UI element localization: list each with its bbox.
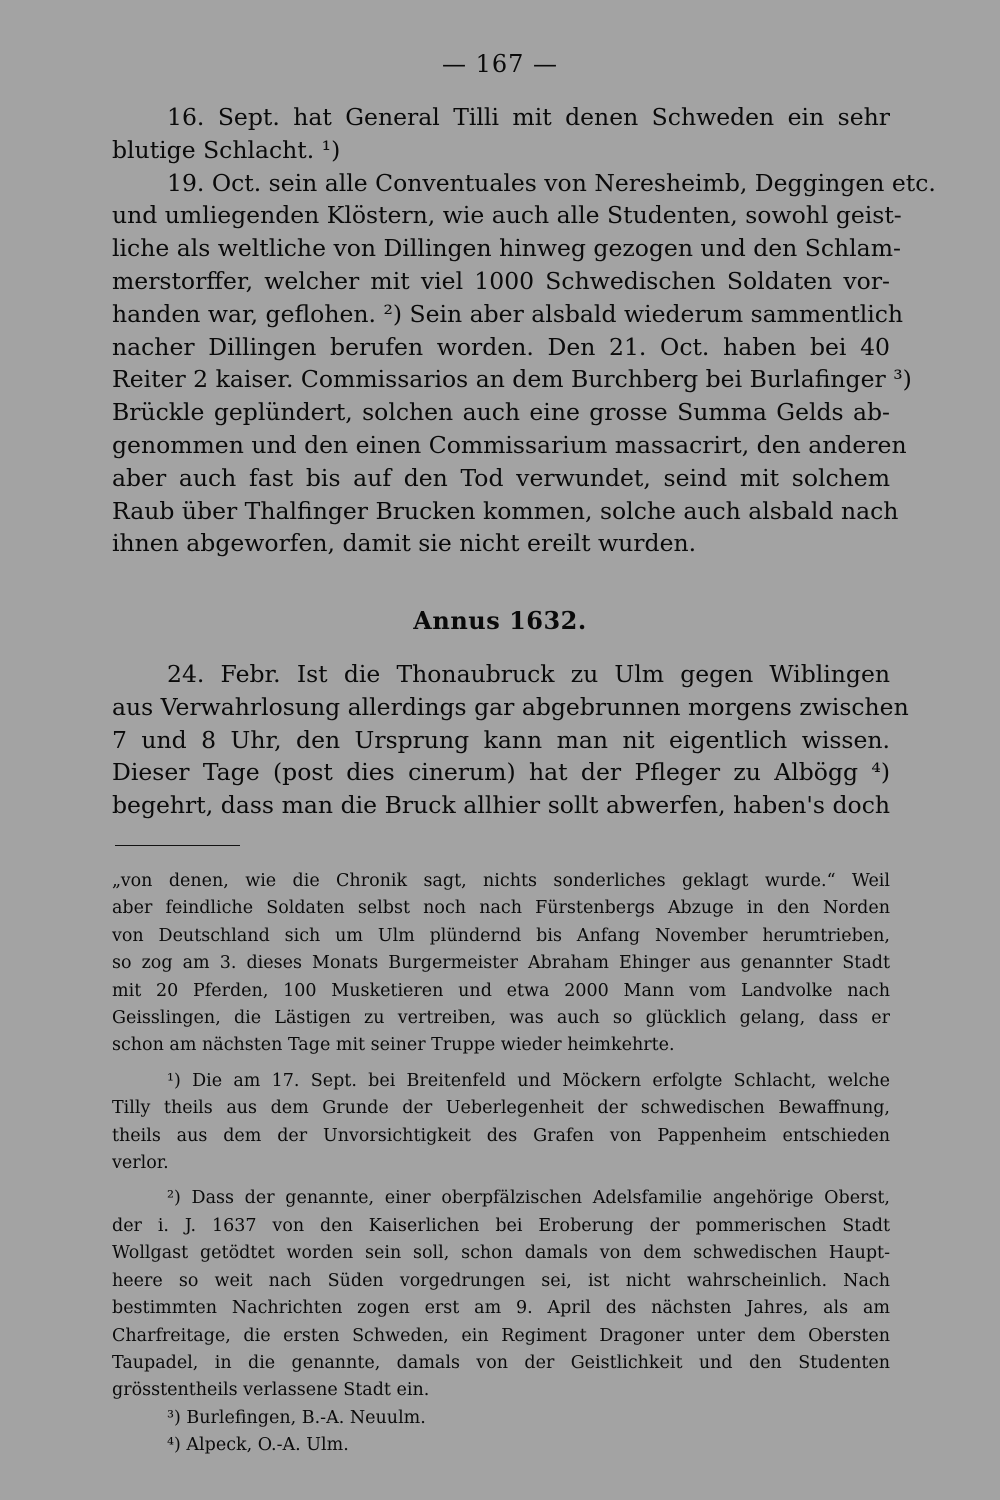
- text-line: aber auch fast bis auf den Tod verwundet, seind mit solchem: [112, 463, 890, 492]
- footnote-line: „von denen, wie die Chronik sagt, nichts sonderliches geklagt wurde.“ Weil: [112, 871, 890, 891]
- text-line: 19. Oct. sein alle Conventuales von Neresheimb, Deggingen etc.: [167, 168, 936, 197]
- footnote-line: Wollgast getödtet worden sein soll, schon damals von dem schwedischen Haupt-: [112, 1243, 890, 1264]
- text-line: Brückle geplündert, solchen auch eine grosse Summa Gelds ab-: [112, 398, 890, 427]
- text-line: 7 und 8 Uhr, den Ursprung kann man nit eigentlich wissen.: [112, 725, 890, 754]
- footnote-divider: [115, 845, 240, 846]
- footnote-line: ²) Dass der genannte, einer oberpfälzischen Adelsfamilie angehörige Oberst,: [167, 1188, 890, 1209]
- footnotes: [112, 868, 890, 1460]
- footnote-line: theils aus dem der Unvorsichtigkeit des Grafen von Pappenheim entschieden: [112, 1125, 890, 1146]
- text-line: aus Verwahrlosung allerdings gar abgebrunnen morgens zwischen: [112, 692, 909, 721]
- footnote-line: schon am nächsten Tage mit seiner Truppe wieder heimkehrte.: [112, 1035, 675, 1056]
- footnote-line: Charfreitage, die ersten Schweden, ein Regiment Dragoner unter dem Obersten: [112, 1325, 890, 1346]
- footnote-line: so zog am 3. dieses Monats Burgermeister Abraham Ehinger aus genannter Stadt: [112, 953, 890, 974]
- footnote-line: aber feindliche Soldaten selbst noch nach Fürstenbergs Abzuge in den Norden: [112, 898, 890, 919]
- text-line: 16. Sept. hat General Tilli mit denen Schweden ein sehr: [167, 103, 890, 131]
- footnote-line: ⁴) Alpeck, O.-A. Ulm.: [167, 1435, 349, 1456]
- text-line: handen war, geflohen. ²) Sein aber alsbald wiederum sammentlich: [112, 299, 904, 328]
- footnote-line: Geisslingen, die Lästigen zu vertreiben, was auch so glücklich gelang, dass er: [112, 1008, 890, 1029]
- footnote-line: bestimmten Nachrichten zogen erst am 9. April des nächsten Jahres, als am: [112, 1298, 890, 1319]
- main-text-block-1: [112, 101, 936, 560]
- text-line: blutige Schlacht. ¹): [112, 135, 341, 164]
- text-line: 24. Febr. Ist die Thonaubruck zu Ulm gegen Wiblingen: [167, 660, 890, 688]
- footnote-line: von Deutschland sich um Ulm plündernd bis Anfang November herumtrieben,: [112, 925, 890, 946]
- footnote-line: grösstentheils verlassene Stadt ein.: [112, 1380, 430, 1401]
- footnote-line: Tilly theils aus dem Grunde der Ueberlegenheit der schwedischen Bewaffnung,: [112, 1098, 890, 1119]
- text-line: begehrt, dass man die Bruck allhier sollt abwerfen, haben's doch: [112, 791, 890, 820]
- section-heading: Annus 1632.: [413, 606, 587, 635]
- text-line: nacher Dillingen berufen worden. Den 21. Oct. haben bei 40: [112, 332, 890, 361]
- page-number: — 167 —: [441, 50, 559, 78]
- text-line: Raub über Thalfinger Brucken kommen, solche auch alsbald nach: [112, 496, 899, 525]
- footnote-spacer: [112, 1177, 890, 1185]
- footnote-line: mit 20 Pferden, 100 Musketieren und etwa 2000 Mann vom Landvolke nach: [112, 980, 890, 1001]
- footnote-line: der i. J. 1637 von den Kaiserlichen bei Eroberung der pommerischen Stadt: [112, 1215, 890, 1236]
- footnote-line: verlor.: [112, 1153, 169, 1174]
- main-text-block-2: [112, 658, 909, 822]
- footnote-line: heere so weit nach Süden vorgedrungen sei, ist nicht wahrscheinlich. Nach: [112, 1270, 890, 1291]
- footnote-line: ¹) Die am 17. Sept. bei Breitenfeld und Möckern erfolgte Schlacht, welche: [167, 1070, 890, 1091]
- text-line: merstorffer, welcher mit viel 1000 Schwedischen Soldaten vor-: [112, 266, 890, 295]
- text-line: ihnen abgeworfen, damit sie nicht ereilt wurden.: [112, 529, 697, 558]
- footnote-spacer: [112, 1060, 890, 1068]
- text-line: Dieser Tage (post dies cinerum) hat der Pfleger zu Albögg ⁴): [112, 758, 890, 787]
- text-line: genommen und den einen Commissarium massacrirt, den anderen: [112, 430, 907, 459]
- text-line: und umliegenden Klöstern, wie auch alle Studenten, sowohl geist-: [112, 201, 902, 230]
- text-line: liche als weltliche von Dillingen hinweg gezogen und den Schlam-: [112, 234, 901, 263]
- footnote-line: Taupadel, in die genannte, damals von der Geistlichkeit und den Studenten: [112, 1352, 890, 1373]
- text-line: Reiter 2 kaiser. Commissarios an dem Burchberg bei Burlafinger ³): [112, 365, 912, 394]
- footnote-line: ³) Burlefingen, B.-A. Neuulm.: [167, 1407, 426, 1428]
